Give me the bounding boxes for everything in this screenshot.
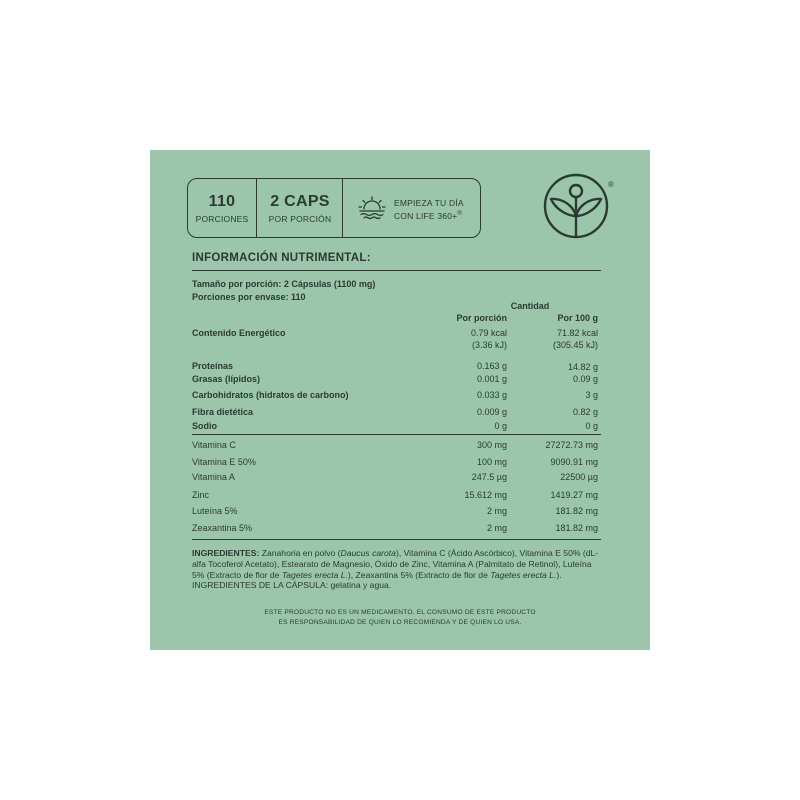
energy-label: Contenido Energético bbox=[192, 328, 286, 338]
macro-per-serving: 0.009 g bbox=[476, 407, 507, 417]
servings-label: PORCIONES bbox=[195, 214, 249, 224]
energy-per-100g-kcal: 71.82 kcal bbox=[556, 328, 598, 338]
servings-per-container: Porciones por envase: 110 bbox=[192, 292, 306, 302]
micro-label: Vitamina E 50% bbox=[192, 457, 256, 467]
nutrition-label-panel bbox=[150, 150, 650, 650]
tagline-line1: EMPIEZA TU DÍA bbox=[394, 198, 464, 208]
ingredients-italic: Daucus carota bbox=[340, 548, 396, 558]
micro-per-100g: 9090.91 mg bbox=[550, 457, 598, 467]
ingredients-italic: Tagetes erecta L. bbox=[490, 569, 557, 580]
servings-cell bbox=[188, 179, 256, 237]
macro-per-100g: 14.82 g bbox=[567, 362, 598, 372]
macro-per-serving: 0 g bbox=[494, 421, 507, 431]
micro-per-100g: 27272.73 mg bbox=[545, 440, 598, 450]
micro-per-100g: 181.82 mg bbox=[555, 506, 598, 516]
tagline-registered: ® bbox=[457, 211, 462, 217]
tagline bbox=[394, 198, 464, 222]
micro-label: Luteína 5% bbox=[192, 506, 238, 516]
sunrise-icon bbox=[357, 196, 387, 220]
micro-label: Vitamina A bbox=[192, 472, 235, 482]
macro-per-serving: 0.163 g bbox=[476, 361, 507, 371]
micro-per-serving: 300 mg bbox=[476, 440, 507, 450]
micro-per-serving: 15.612 mg bbox=[464, 490, 507, 500]
column-header-per-100g: Por 100 g bbox=[557, 313, 598, 323]
ingredients-italic: Tagetes erecta L. bbox=[281, 569, 348, 580]
energy-per-serving-kcal: 0.79 kcal bbox=[470, 328, 507, 338]
serving-size: Tamaño por porción: 2 Cápsulas (1100 mg) bbox=[192, 279, 376, 289]
micro-per-serving: 2 mg bbox=[486, 523, 507, 533]
plant-logo-icon bbox=[542, 172, 610, 240]
energy-per-serving-kj: (3.36 kJ) bbox=[471, 340, 507, 350]
ingredients-part: ), Zeaxantina 5% (Extracto de flor de bbox=[347, 569, 491, 580]
micro-label: Zeaxantina 5% bbox=[192, 523, 253, 533]
column-header-per-serving: Por porción bbox=[456, 313, 507, 323]
macro-per-serving: 0.033 g bbox=[476, 390, 507, 400]
micro-label: Zinc bbox=[192, 490, 210, 500]
micro-per-100g: 22500 µg bbox=[560, 472, 598, 482]
disclaimer-line2: ES RESPONSABILIDAD DE QUIEN LO RECOMIENDA Y DE QUIEN LO USA. bbox=[278, 619, 522, 626]
micro-per-serving: 2 mg bbox=[486, 506, 507, 516]
title-divider bbox=[192, 270, 601, 271]
disclaimer-line1: ESTE PRODUCTO NO ES UN MEDICAMENTO. EL CONSUMO DE ESTE PRODUCTO bbox=[264, 609, 536, 616]
micro-per-100g: 1419.27 mg bbox=[550, 490, 598, 500]
macro-label: Carbohidratos (hidratos de carbono) bbox=[192, 390, 349, 400]
ingredients-text bbox=[192, 548, 602, 591]
macro-label: Sodio bbox=[192, 421, 217, 431]
micro-per-serving: 247.5 µg bbox=[471, 472, 507, 482]
header-box bbox=[187, 178, 481, 238]
micro-per-serving: 100 mg bbox=[476, 457, 507, 467]
macro-per-100g: 0.09 g bbox=[572, 374, 598, 384]
macro-per-100g: 3 g bbox=[585, 390, 598, 400]
micro-label: Vitamina C bbox=[192, 440, 236, 450]
ingredients-part: Zanahoria en polvo ( bbox=[259, 548, 341, 558]
ingredients-part: ), Vitamina C (Ácido Ascórbico), Vitamina E 50% (dL-alfa Tocoferol Acetato), Estearato de Magnesio, Óxido de Zinc, Vitamina A (Palmitato de Retinol), Luteína 5% (Extracto de flor de bbox=[192, 548, 599, 580]
caps-cell bbox=[256, 179, 343, 237]
energy-per-100g-kj: (305.45 kJ) bbox=[552, 340, 598, 350]
ingredients-label: INGREDIENTES: bbox=[192, 548, 260, 558]
macro-per-100g: 0 g bbox=[585, 421, 598, 431]
disclaimer bbox=[192, 608, 608, 628]
macro-per-100g: 0.82 g bbox=[572, 407, 598, 417]
micro-per-100g: 181.82 mg bbox=[555, 523, 598, 533]
table-bottom-divider bbox=[192, 539, 601, 540]
macros-divider bbox=[192, 434, 601, 435]
macro-label: Fibra dietética bbox=[192, 407, 254, 417]
macro-label: Proteínas bbox=[192, 361, 234, 371]
ingredients-part: ). INGREDIENTES DE LA CÁPSULA: gelatina y agua. bbox=[192, 569, 562, 591]
servings-count: 110 bbox=[208, 193, 236, 210]
caps-label: POR PORCIÓN bbox=[268, 214, 332, 224]
macro-per-serving: 0.001 g bbox=[476, 374, 507, 384]
column-group-header: Cantidad bbox=[510, 301, 550, 311]
macro-label: Grasas (lípidos) bbox=[192, 374, 261, 384]
tagline-line2: CON LIFE 360+ bbox=[394, 210, 458, 221]
tagline-cell bbox=[342, 179, 483, 237]
section-title: INFORMACIÓN NUTRIMENTAL: bbox=[192, 252, 371, 264]
logo-registered-mark: ® bbox=[608, 180, 614, 189]
caps-count: 2 CAPS bbox=[270, 193, 330, 210]
